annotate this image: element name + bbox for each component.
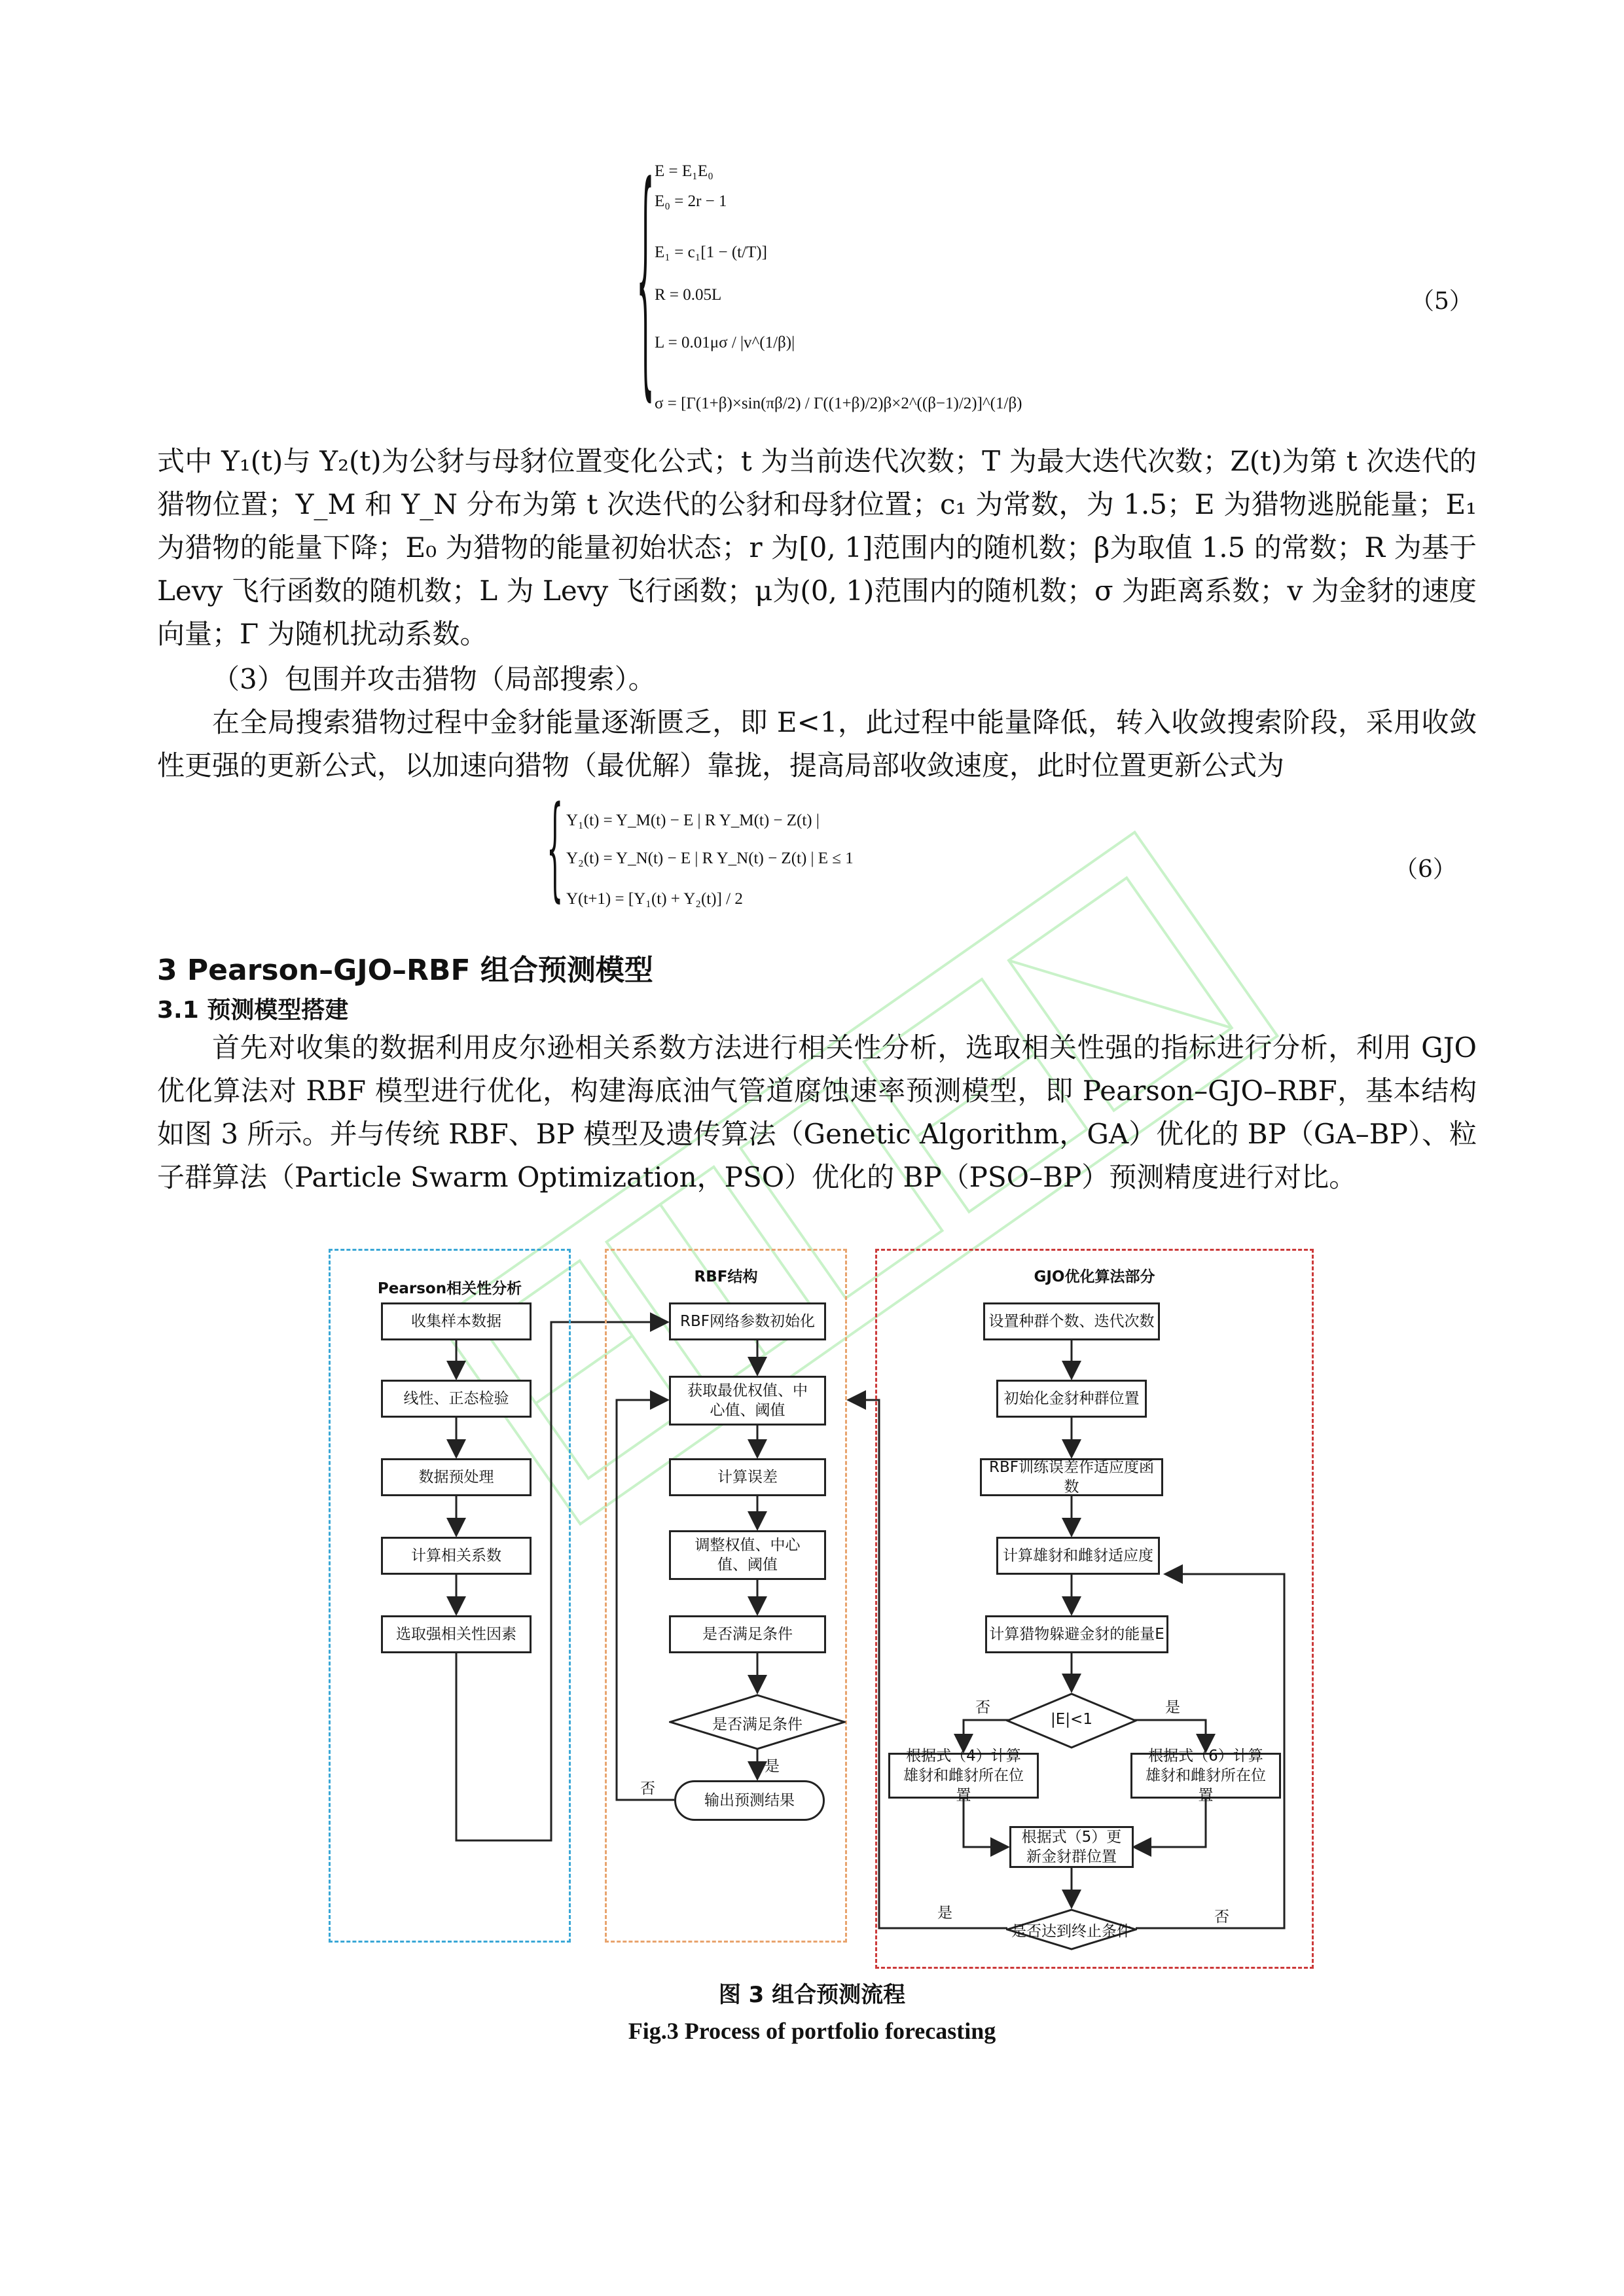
subsection-heading: 3.1 预测模型搭建 (157, 997, 349, 1024)
rbf-step-get-optimal: 获取最优权值、中心值、阈值 (669, 1376, 826, 1426)
gjo-step-calc-energy: 计算猎物躲避金豺的能量E (985, 1615, 1168, 1653)
rbf-panel-title: RBF结构 (694, 1268, 758, 1285)
rbf-step-init: RBF网络参数初始化 (669, 1302, 826, 1340)
gjo-step-update: 根据式（5）更新金豺群位置 (1009, 1826, 1134, 1868)
rbf-yes-label: 是 (765, 1758, 780, 1775)
eq5-line-6: σ = [Γ(1+β)×sin(πβ/2) / Γ((1+β)/2)β×2^((β−1)/2)]^(1/β) (655, 395, 1022, 412)
eq5-number: （5） (1411, 288, 1473, 315)
gjo-step-calc-fitness: 计算雄豺和雌豺适应度 (996, 1537, 1160, 1575)
eq5-brace: { (636, 137, 655, 425)
gjo-step-set-params: 设置种群个数、迭代次数 (983, 1302, 1160, 1340)
eq5-line-4: R = 0.05L (655, 286, 722, 304)
gjo-panel-title: GJO优化算法部分 (1034, 1268, 1155, 1285)
eq5-line-2: E₀ = 2r − 1 (655, 192, 727, 210)
eq5-line-1: E = E₁E₀ (655, 162, 713, 180)
paragraph-local-search-heading: （3）包围并攻击猎物（局部搜索）。 (212, 663, 656, 695)
rbf-no-label: 否 (640, 1780, 655, 1797)
eq5-line-3: E₁ = c₁[1 − (t/T)] (655, 243, 767, 261)
gjo-yes-label: 是 (1165, 1699, 1180, 1716)
section-heading: 3 Pearson–GJO–RBF 组合预测模型 (157, 954, 653, 987)
rbf-decision-label: 是否满足条件 (712, 1716, 803, 1733)
pearson-step-select: 选取强相关性因素 (381, 1615, 532, 1653)
paragraph-variable-definitions: 式中 Y₁(t)与 Y₂(t)为公豺与母豺位置变化公式；t 为当前迭代次数；T 为最大迭代次数；Z(t)为第 t 次迭代的猎物位置；Y_M 和 Y_N 分布为第 t 次迭代的公豺和母豺位置；c₁ 为常数，为 1.5；E 为猎物逃脱能量；E₁ 为猎物的能量下降；E₀ 为猎物的能量初始状态；r 为[0, 1]范围内的随机数；β为取值 1.5 的常数；R 为基于 Levy 飞行函数的随机数；L 为 Levy 飞行函数；μ为(0, 1)范围内的随机数；σ 为距离系数；v 为金豺的速度向量；Γ 为随机扰动系数。 (157, 445, 1477, 650)
gjo-terminate-yes-label: 是 (937, 1905, 952, 1922)
gjo-step-left-branch: 根据式（4）计算雄豺和雌豺所在位置 (888, 1753, 1039, 1799)
pearson-panel-title: Pearson相关性分析 (377, 1280, 522, 1297)
rbf-step-check: 是否满足条件 (669, 1615, 826, 1653)
pearson-step-coefficient: 计算相关系数 (381, 1537, 532, 1575)
pearson-step-test: 线性、正态检验 (381, 1380, 532, 1418)
pearson-step-preprocess: 数据预处理 (381, 1458, 532, 1496)
rbf-step-adjust: 调整权值、中心值、阈值 (669, 1530, 826, 1580)
rbf-panel (605, 1249, 847, 1943)
eq6-line-3: Y(t+1) = [Y₁(t) + Y₂(t)] / 2 (566, 890, 743, 908)
gjo-decision-label: |E|<1 (1051, 1711, 1092, 1728)
eq5-line-5: L = 0.01μσ / |v^(1/β)| (655, 334, 795, 351)
figure-caption-en: Fig.3 Process of portfolio forecasting (628, 2018, 996, 2044)
gjo-step-fitness-function: RBF训练误差作适应度函数 (980, 1458, 1163, 1496)
gjo-step-right-branch: 根据式（6）计算雄豺和雌豺所在位置 (1130, 1753, 1281, 1799)
rbf-step-calc-error: 计算误差 (669, 1458, 826, 1496)
figure-caption-cn: 图 3 组合预测流程 (718, 1982, 906, 2008)
eq6-line-1: Y₁(t) = Y_M(t) − E | R Y_M(t) − Z(t) | (566, 812, 820, 829)
eq6-number: （6） (1394, 856, 1456, 883)
gjo-no-label: 否 (975, 1699, 990, 1716)
gjo-terminate-no-label: 否 (1214, 1909, 1229, 1926)
paragraph-local-search: 在全局搜索猎物过程中金豺能量逐渐匮乏，即 E<1，此过程中能量降低，转入收敛搜索阶段，采用收敛性更强的更新公式，以加速向猎物（最优解）靠拢，提高局部收敛速度，此时位置更新公式为 (157, 706, 1477, 781)
rbf-step-output: 输出预测结果 (674, 1780, 825, 1821)
gjo-step-init-population: 初始化金豺种群位置 (996, 1380, 1147, 1418)
paragraph-model-description: 首先对收集的数据利用皮尔逊相关系数方法进行相关性分析，选取相关性强的指标进行分析，利用 GJO 优化算法对 RBF 模型进行优化，构建海底油气管道腐蚀速率预测模型，即 Pearson–GJO–RBF，基本结构如图 3 所示。并与传统 RBF、BP 模型及遗传算法（Genetic Algorithm，GA）优化的 BP（GA–BP）、粒子群算法（Particle Swarm Optimization，PSO）优化的 BP（PSO–BP）预测精度进行对比。 (157, 1031, 1477, 1193)
eq6-brace: { (547, 785, 564, 914)
eq6-line-2: Y₂(t) = Y_N(t) − E | R Y_N(t) − Z(t) | E ≤ 1 (566, 850, 854, 867)
gjo-terminate-label: 是否达到终止条件 (1011, 1923, 1132, 1940)
pearson-panel (329, 1249, 571, 1943)
pearson-step-collect: 收集样本数据 (381, 1302, 532, 1340)
